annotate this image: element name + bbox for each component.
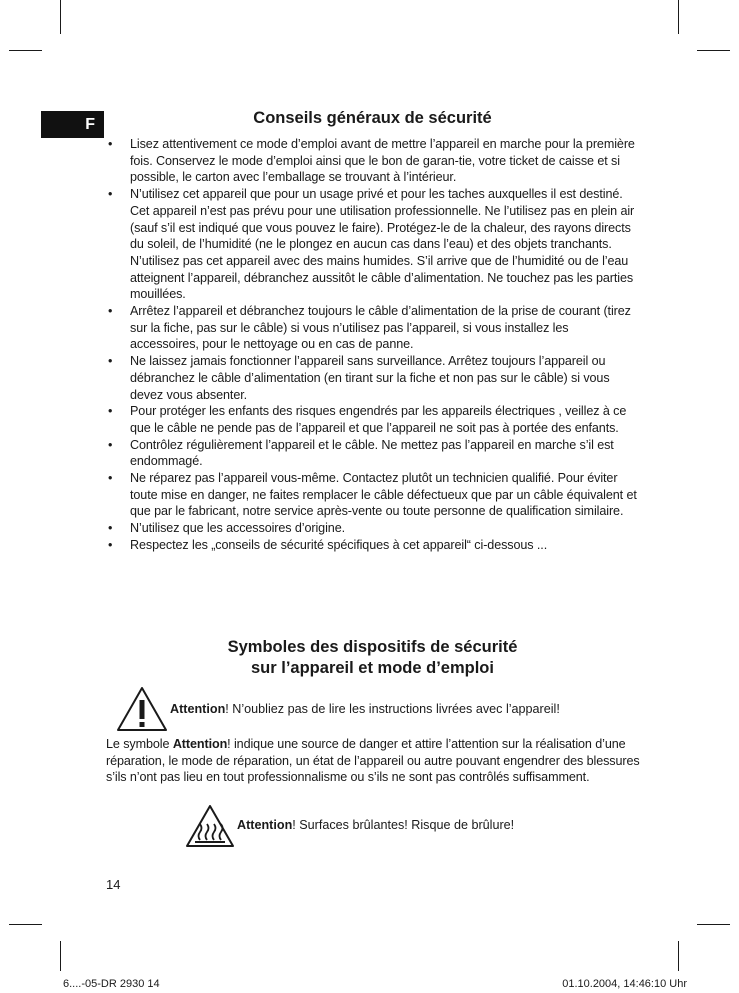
list-item: • Pour protéger les enfants des risques engendrés par les appareils électriques , veillez à ce que le câble ne pende pas de l’appareil et que l’appareil ne soit pas à portée des enfants. [106,403,640,436]
section-title-line: sur l’appareil et mode d’emploi [251,659,494,677]
crop-mark [697,50,730,51]
safety-bullet-list [106,136,640,554]
list-item: • Contrôlez régulièrement l’appareil et le câble. Ne mettez pas l’appareil en marche s’il est endommagé. [106,437,640,470]
warning-label: Attention [237,818,293,832]
attention-paragraph [106,736,640,786]
page-number: 14 [106,877,121,892]
paragraph-text: Le symbole [106,737,173,751]
paragraph-bold: Attention [172,737,228,751]
list-item: • Arrêtez l’appareil et débranchez toujours le câble d’alimentation de la prise de courant (tirez sur la fiche, pas sur le câble) si vous n’utilisez pas l’appareil, si vous installez les accessoires, pour le nettoyage ou en cas de panne. [106,303,640,353]
hot-surface-icon [185,804,235,848]
section-title-safety: Conseils généraux de sécurité [253,109,492,127]
crop-mark [678,0,679,34]
warning-read-instructions [116,686,560,732]
footer-file-info: 6....-05-DR 2930 14 [63,978,160,990]
section-title-symbols [105,637,640,679]
warning-text: ! N’oubliez pas de lire les instructions livrées avec l’appareil! [225,702,560,716]
crop-mark [697,924,730,925]
warning-text: ! Surfaces brûlantes! Risque de brûlure! [292,818,515,832]
list-item: • Ne laissez jamais fonctionner l’appareil sans surveillance. Arrêtez toujours l’appareil ou débranchez le câble d’alimentation (en tirant sur la fiche et non pas sur le câble) si vous devez vous absenter. [106,353,640,403]
paragraph-text: ! indique une source de danger et attire l’attention sur la réalisation d’une réparation, le mode de réparation, un état de l’appareil ou autre pouvant engendrer des blessures s’ils n’ont pas lieu en tout professionnalisme ou s’ils ne sont pas contrôlés suffisamment. [106,737,640,785]
list-item: • N’utilisez cet appareil que pour un usage privé et pour les taches auxquelles il est destiné. Cet appareil n’est pas prévu pour une utilisation professionnelle. Ne l’utilisez pas en plein air (sauf s’il est indiqué que vous pouvez le faire). Protégez-le de la chaleur, des rayons directs du soleil, de l’humidité (ne le plongez en aucun cas dans l’eau) et des objets tranchants. N’utilisez pas cet appareil avec des mains humides. S’il arrive que de l’humidité ou de l’eau atteignent l’appareil, débranchez aussitôt le câble d’alimentation. Ne touchez pas les parties mouillées. [106,186,640,303]
language-tab: F [41,111,104,138]
crop-mark [60,0,61,34]
list-item: • Lisez attentivement ce mode d’emploi avant de mettre l’appareil en marche pour la première fois. Conservez le mode d’emploi ainsi que le bon de garan-tie, votre ticket de caisse et si possible, le carton avec l’emballage se trouvant à l’intérieur. [106,136,640,186]
crop-mark [9,50,42,51]
warning-triangle-icon [116,686,168,732]
warning-label: Attention [170,702,226,716]
footer-timestamp: 01.10.2004, 14:46:10 Uhr [562,978,687,990]
warning-hot-surface [185,804,514,848]
crop-mark [678,941,679,971]
crop-mark [60,941,61,971]
list-item: • Ne réparez pas l’appareil vous-même. Contactez plutôt un technicien qualifié. Pour éviter toute mise en danger, ne faites remplacer le câble défectueux que par un câble équivalent et que par le fabricant, notre service après-vente ou toute personne de qualification similaire. [106,470,640,520]
crop-mark [9,924,42,925]
list-item: • Respectez les „conseils de sécurité spécifiques à cet appareil“ ci-dessous ... [106,537,640,554]
section-title-line: Symboles des dispositifs de sécurité [227,638,518,656]
list-item: • N’utilisez que les accessoires d’origine. [106,520,640,537]
